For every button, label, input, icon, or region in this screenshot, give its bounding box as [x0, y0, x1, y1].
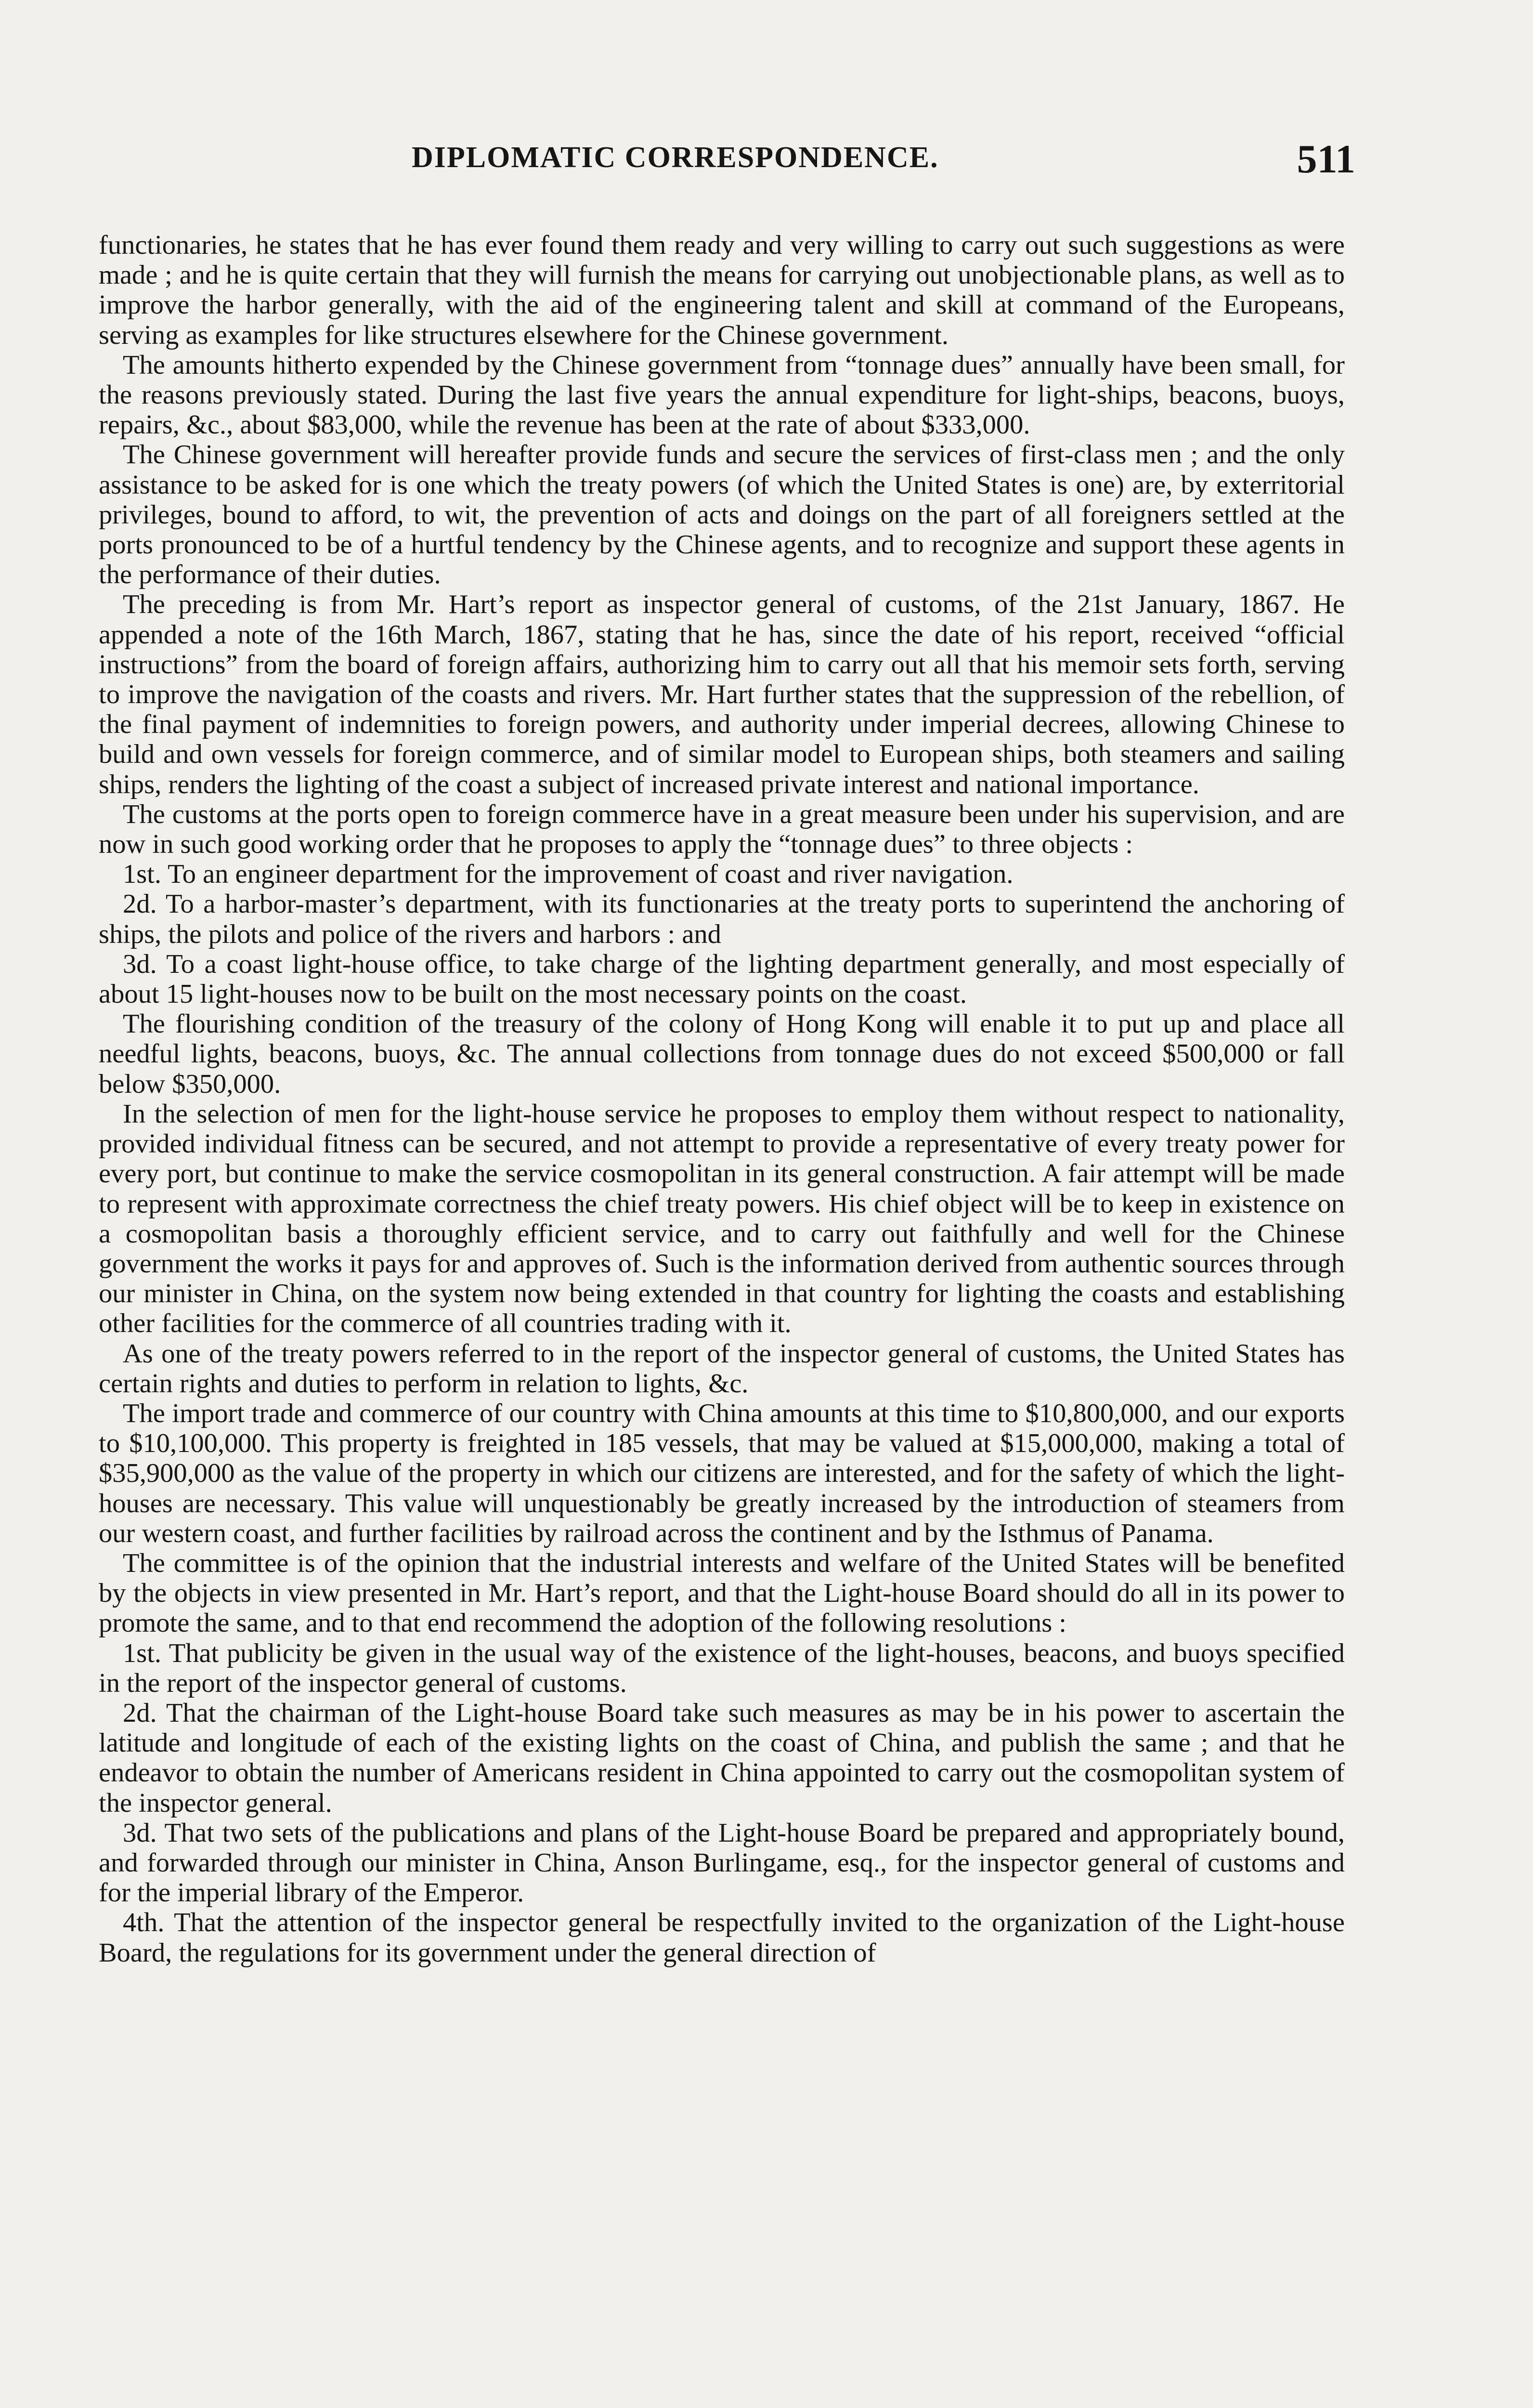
- paragraph: The committee is of the opinion that the industrial interests and welfare of the United States will be benefited by the objects in view presented in Mr. Hart’s report, and that the Light-house Board should do all in its power to promote the same, and to that end recommend the adoption of the following resolutions :: [99, 1548, 1345, 1638]
- paragraph: 2d. That the chairman of the Light-house Board take such measures as may be in his power to ascertain the latitude and longitude of each of the existing lights on the coast of China, and publish the same ; and that he endeavor to obtain the number of Americans resident in China appointed to carry out the cosmopolitan system of the inspector general.: [99, 1698, 1345, 1818]
- page-number: 511: [1297, 137, 1355, 182]
- paragraph: The preceding is from Mr. Hart’s report as inspector general of customs, of the 21st January, 1867. He appended a note of the 16th March, 1867, stating that he has, since the date of his report, received “official instructions” from the board of foreign affairs, authorizing him to carry out all that his memoir sets forth, serving to improve the navigation of the coasts and rivers. Mr. Hart further states that the suppression of the rebellion, of the final payment of indemnities to foreign powers, and authority under imperial decrees, allowing Chinese to build and own vessels for foreign commerce, and of similar model to European ships, both steamers and sailing ships, renders the lighting of the coast a subject of increased private interest and national importance.: [99, 589, 1345, 799]
- paragraph: The Chinese government will hereafter provide funds and secure the services of first-class men ; and the only assistance to be asked for is one which the treaty powers (of which the United States is one) are, by exterritorial privileges, bound to afford, to wit, the prevention of acts and doings on the part of all foreigners settled at the ports pronounced to be of a hurtful tendency by the Chinese agents, and to recognize and support these agents in the performance of their duties.: [99, 440, 1345, 590]
- running-title: DIPLOMATIC CORRESPONDENCE.: [412, 141, 939, 174]
- paragraph: 1st. To an engineer department for the improvement of coast and river navigation.: [123, 859, 1013, 890]
- paragraph: 1st. That publicity be given in the usual way of the existence of the light-houses, beacons, and buoys specified in the report of the inspector general of customs.: [99, 1638, 1345, 1698]
- paragraph: The import trade and commerce of our country with China amounts at this time to $10,800,000, and our exports to $10,100,000. This property is freighted in 185 vessels, that may be valued at $15,000,000, making a total of $35,900,000 as the value of the property in which our citizens are interested, and for the safety of which the light-houses are necessary. This value will unquestionably be greatly increased by the introduction of steamers from our western coast, and further facilities by railroad across the continent and by the Isthmus of Panama.: [99, 1398, 1345, 1548]
- page-header: [412, 136, 1355, 189]
- paragraph: 3d. That two sets of the publications and plans of the Light-house Board be prepared and appropriately bound, and forwarded through our minister in China, Anson Burlingame, esq., for the inspector general of customs and for the imperial library of the Emperor.: [99, 1818, 1345, 1908]
- paragraph: As one of the treaty powers referred to in the report of the inspector general of customs, the United States has certain rights and duties to perform in relation to lights, &c.: [99, 1338, 1345, 1399]
- paragraph: In the selection of men for the light-house service he proposes to employ them without respect to nationality, provided individual fitness can be secured, and not attempt to provide a representative of every treaty power for every port, but continue to make the service cosmopolitan in its general construction. A fair attempt will be made to represent with approximate correctness the chief treaty powers. His chief object will be to keep in existence on a cosmopolitan basis a thoroughly efficient service, and to carry out faithfully and well for the Chinese government the works it pays for and approves of. Such is the information derived from authentic sources through our minister in China, on the system now being extended in that country for lighting the coasts and establishing other facilities for the commerce of all countries trading with it.: [99, 1099, 1345, 1339]
- body-text: [99, 230, 1345, 1968]
- paragraph: functionaries, he states that he has ever found them ready and very willing to carry out such suggestions as were made ; and he is quite certain that they will furnish the means for carrying out unobjectionable plans, as well as to improve the harbor generally, with the aid of the engineering talent and skill at command of the Europeans, serving as examples for like structures elsewhere for the Chinese government.: [99, 230, 1345, 350]
- paragraph: 2d. To a harbor-master’s department, with its functionaries at the treaty ports to superintend the anchoring of ships, the pilots and police of the rivers and harbors : and: [99, 889, 1345, 949]
- paragraph: 4th. That the attention of the inspector general be respectfully invited to the organization of the Light-house Board, the regulations for its government under the general direction of: [99, 1908, 1345, 1968]
- paragraph: The flourishing condition of the treasury of the colony of Hong Kong will enable it to put up and place all needful lights, beacons, buoys, &c. The annual collections from tonnage dues do not exceed $500,000 or fall below $350,000.: [99, 1009, 1345, 1099]
- paragraph: The amounts hitherto expended by the Chinese government from “tonnage dues” annually have been small, for the reasons previously stated. During the last five years the annual expenditure for light-ships, beacons, buoys, repairs, &c., about $83,000, while the revenue has been at the rate of about $333,000.: [99, 350, 1345, 440]
- paragraph: The customs at the ports open to foreign commerce have in a great measure been under his supervision, and are now in such good working order that he proposes to apply the “tonnage dues” to three objects :: [99, 799, 1345, 860]
- paragraph: 3d. To a coast light-house office, to take charge of the lighting department generally, and most especially of about 15 light-houses now to be built on the most necessary points on the coast.: [99, 949, 1345, 1009]
